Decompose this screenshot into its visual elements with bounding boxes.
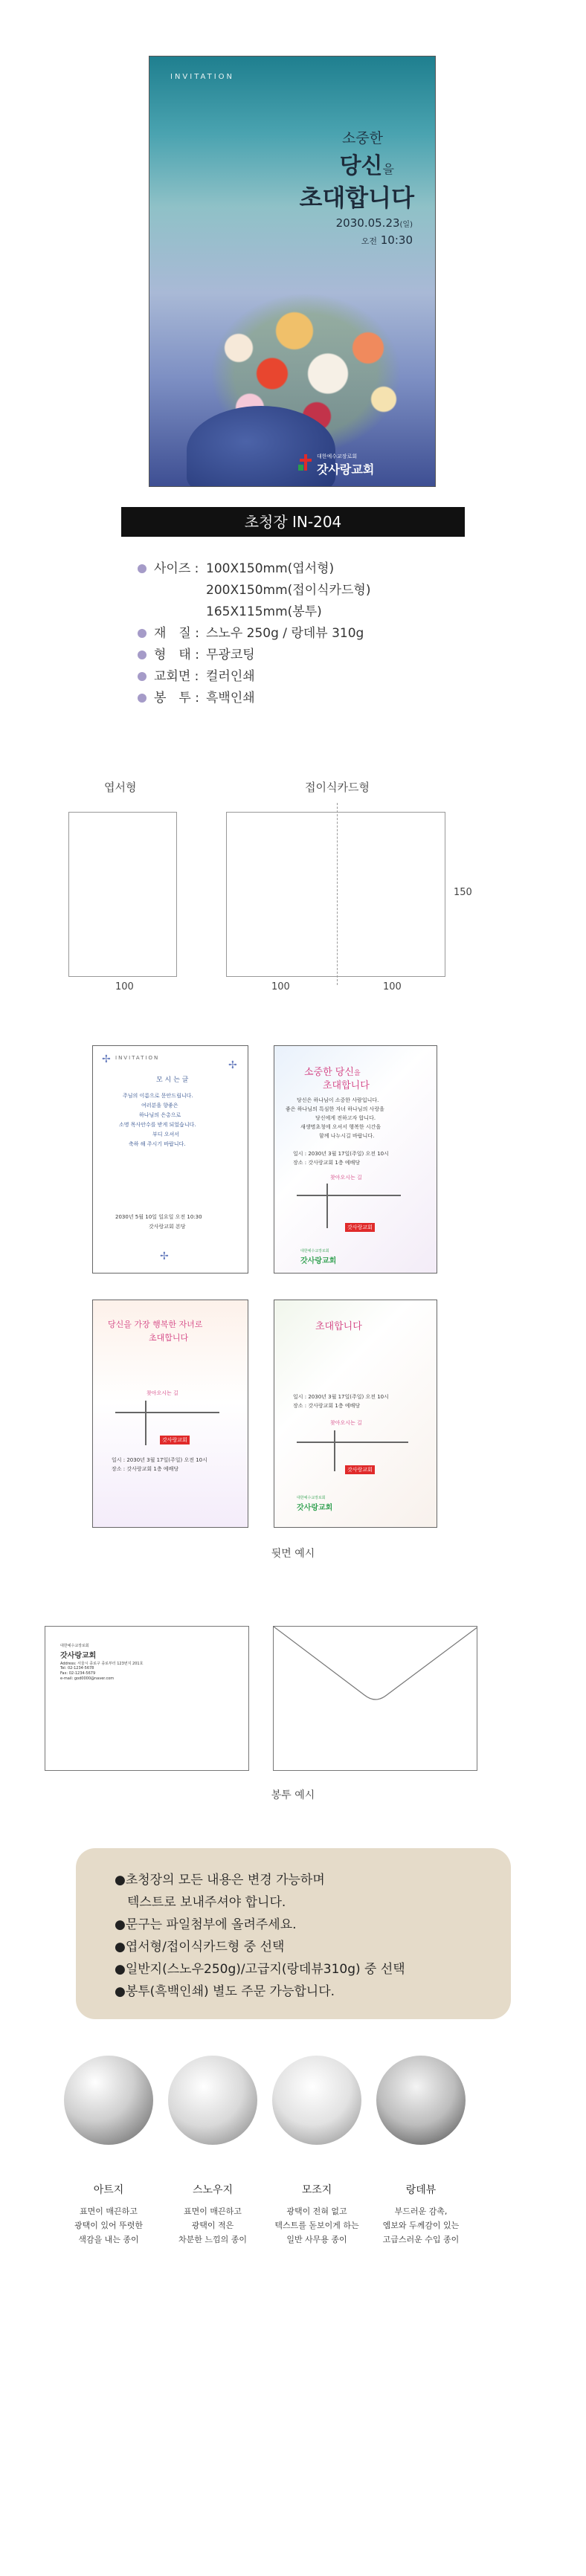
paper-desc-line: 부드러운 감촉, bbox=[394, 2207, 448, 2216]
note-line: ●일반지(스노우250g)/고급지(랑데뷰310g) 중 선택 bbox=[115, 1962, 405, 1977]
fold-left-dimension: 100 bbox=[271, 981, 290, 992]
card1-date: 2030년 5월 10일 일요일 오전 10:30 bbox=[115, 1214, 202, 1220]
spec-row bbox=[138, 644, 255, 662]
back-example-caption: 뒷면 예시 bbox=[271, 1548, 315, 1560]
card3-info-line: 장소 : 갓사랑교회 1층 예배당 bbox=[112, 1466, 179, 1472]
bullet-icon bbox=[138, 629, 146, 638]
church-logo-icon bbox=[298, 454, 313, 471]
height-dimension: 150 bbox=[454, 887, 472, 898]
note-line: ●엽서형/접이식카드형 중 선택 bbox=[115, 1940, 285, 1954]
spec-row bbox=[138, 579, 370, 598]
paper-desc bbox=[261, 2204, 373, 2247]
hero-line2 bbox=[340, 147, 394, 180]
folding-card-outline bbox=[226, 812, 445, 977]
note-line: 텍스트로 보내주셔야 합니다. bbox=[115, 1895, 286, 1910]
back-example-card-3 bbox=[92, 1300, 248, 1528]
card2-info-line: 장소 : 갓사랑교회 1층 예배당 bbox=[293, 1160, 361, 1166]
vase-image bbox=[187, 406, 335, 487]
card4-church-name: 갓사랑교회 bbox=[297, 1504, 333, 1512]
paper-desc-line: 엠보와 두께감이 있는 bbox=[382, 2221, 460, 2230]
bullet-icon bbox=[138, 564, 146, 573]
spec-value: 흑백인쇄 bbox=[206, 691, 255, 706]
spec-row bbox=[138, 687, 255, 706]
spec-row bbox=[138, 665, 255, 684]
card2-map-label: 찾아오시는 길 bbox=[330, 1175, 362, 1181]
paper-desc-line: 광택이 있어 뚜렷한 bbox=[74, 2221, 143, 2230]
hero-time-prefix: 오전 bbox=[361, 236, 377, 246]
spec-value: 200X150mm(접이식카드형) bbox=[206, 583, 371, 598]
map-road bbox=[145, 1401, 146, 1445]
paper-desc bbox=[53, 2204, 164, 2247]
paper-name: 스노우지 bbox=[192, 2184, 234, 2196]
card1-body-line: 축하 해 주시기 바랍니다. bbox=[129, 1141, 186, 1147]
card2-body-line: 함께 나누시길 바랍니다. bbox=[319, 1133, 375, 1139]
card2-church-name: 갓사랑교회 bbox=[300, 1257, 337, 1265]
paper-desc-line: 광택이 적은 bbox=[191, 2221, 234, 2230]
paper-desc-line: 색감을 내는 종이 bbox=[78, 2235, 139, 2244]
card2-title-a: 소중한 당신 bbox=[304, 1067, 354, 1078]
card4-info-line: 일시 : 2030년 3월 17일(주일) 오전 10시 bbox=[293, 1394, 389, 1400]
card4-info-line: 장소 : 갓사랑교회 1층 예배당 bbox=[293, 1403, 361, 1409]
paper-desc bbox=[157, 2204, 268, 2247]
folding-size-label: 접이식카드형 bbox=[305, 781, 370, 794]
card2-title bbox=[304, 1064, 361, 1078]
sparkle-icon: ✢ bbox=[160, 1250, 169, 1262]
paper-desc-line: 표면이 매끈하고 bbox=[80, 2207, 138, 2216]
card4-church-sub: 대한예수교장로회 bbox=[297, 1496, 326, 1500]
fold-right-dimension: 100 bbox=[383, 981, 402, 992]
notes-panel bbox=[76, 1848, 511, 2019]
paper-desc-line: 일반 사무용 종이 bbox=[286, 2235, 347, 2244]
card4-title: 초대합니다 bbox=[315, 1321, 362, 1332]
card2-body-line: 좋은 하나님의 특심한 자녀 하나님의 사랑을 bbox=[286, 1106, 384, 1112]
card2-body-line: 당신에게 전하고자 합니다. bbox=[315, 1115, 376, 1121]
note-line: ●문구는 파일첨부에 올려주세요. bbox=[115, 1917, 297, 1932]
spec-label: 봉 투 : bbox=[154, 691, 199, 706]
card1-body-line: 여러분을 향좋은 bbox=[141, 1103, 178, 1108]
paper-name: 아트지 bbox=[93, 2184, 124, 2196]
back-example-card-4 bbox=[274, 1300, 437, 1528]
note-line: ●봉투(흑백인쇄) 별도 주문 가능합니다. bbox=[115, 1984, 335, 1999]
mojo-paper-image bbox=[272, 2056, 361, 2145]
hero-invitation-label: INVITATION bbox=[170, 73, 235, 81]
spec-row bbox=[138, 601, 322, 619]
hero-invitation-card bbox=[149, 56, 436, 487]
hero-line2-small: 을 bbox=[382, 162, 394, 176]
rendezvous-paper-image bbox=[376, 2056, 466, 2145]
card2-church-tag: 갓사랑교회 bbox=[345, 1223, 375, 1232]
card1-body-line: 소명 목사안수를 받게 되었습니다. bbox=[119, 1122, 196, 1128]
hero-church-name: 갓사랑교회 bbox=[317, 462, 375, 477]
envelope-address-line: e-mail: god0000@naver.com bbox=[60, 1676, 115, 1681]
snow-paper-image bbox=[168, 2056, 257, 2145]
back-example-card-1 bbox=[92, 1045, 248, 1274]
card4-church-tag: 갓사랑교회 bbox=[345, 1465, 375, 1474]
postcard-width-dimension: 100 bbox=[115, 981, 134, 992]
product-title: 초청장 IN-204 bbox=[121, 507, 465, 537]
paper-desc-line: 고급스러운 수입 종이 bbox=[382, 2235, 460, 2244]
spec-value: 무광코팅 bbox=[206, 648, 255, 662]
note-line: ●초청장의 모든 내용은 변경 가능하며 bbox=[115, 1873, 325, 1888]
spec-row bbox=[138, 558, 334, 576]
map-road bbox=[115, 1412, 219, 1413]
card3-title-b: 초대합니다 bbox=[149, 1333, 189, 1343]
hero-day: (일) bbox=[399, 221, 413, 229]
hero-date bbox=[336, 216, 413, 230]
map-road bbox=[326, 1184, 328, 1228]
envelope-caption: 봉투 예시 bbox=[271, 1789, 315, 1801]
hero-church bbox=[317, 453, 374, 477]
hero-line1: 소중한 bbox=[341, 130, 383, 146]
card3-map-label: 찾아오시는 길 bbox=[146, 1390, 178, 1396]
hero-line3: 초대합니다 bbox=[299, 184, 414, 212]
hero-date-value: 2030.05.23 bbox=[335, 216, 400, 230]
paper-desc-line: 표면이 매끈하고 bbox=[184, 2207, 242, 2216]
card2-body-line: 당신은 하나님이 소중한 사람입니다. bbox=[297, 1097, 379, 1103]
paper-desc-line: 광택이 전혀 없고 bbox=[286, 2207, 347, 2216]
card1-body-line: 주님의 이름으로 문안드립니다. bbox=[123, 1093, 193, 1099]
envelope-address-line: Tel: 02-1234-5678 bbox=[60, 1666, 94, 1670]
card1-place: 갓사랑교회 본당 bbox=[149, 1224, 186, 1230]
envelope-address-line: Fax: 02-1234-5679 bbox=[60, 1671, 96, 1676]
spec-label: 재 질 : bbox=[154, 626, 199, 641]
bullet-icon bbox=[138, 694, 146, 703]
envelope-address-line: Address: 서울시 종로구 종로부터 123번지 201호 bbox=[60, 1662, 144, 1666]
hero-time-value: 10:30 bbox=[380, 233, 413, 247]
bullet-icon bbox=[138, 672, 146, 681]
map-road bbox=[334, 1430, 335, 1471]
card2-church-sub: 대한예수교장로회 bbox=[300, 1249, 329, 1253]
back-example-card-2 bbox=[274, 1045, 437, 1274]
card3-title-a: 당신을 가장 행복한 자녀로 bbox=[108, 1320, 203, 1329]
postcard-size-label: 엽서형 bbox=[104, 781, 137, 794]
hero-line2-big: 당신 bbox=[339, 153, 383, 179]
fold-line bbox=[337, 803, 338, 985]
card3-info-line: 일시 : 2030년 3월 17일(주일) 오전 10시 bbox=[112, 1457, 207, 1463]
paper-desc bbox=[365, 2204, 477, 2247]
paper-desc-line: 차분한 느낌의 종이 bbox=[178, 2235, 247, 2244]
envelope-church-name: 갓사랑교회 bbox=[60, 1652, 97, 1660]
sparkle-icon: ✢ bbox=[228, 1059, 237, 1071]
envelope-back bbox=[273, 1626, 477, 1771]
card4-map-label: 찾아오시는 길 bbox=[330, 1420, 362, 1426]
spec-label: 사이즈 : bbox=[154, 561, 199, 576]
card2-body-line: 새생명초청에 오셔서 행복한 시간을 bbox=[300, 1124, 381, 1130]
hero-church-sub: 대한예수교장로회 bbox=[317, 453, 358, 459]
hero-time bbox=[361, 233, 413, 247]
card2-title-b: 을 bbox=[353, 1070, 361, 1077]
spec-label: 교회면 : bbox=[154, 669, 199, 684]
spec-row bbox=[138, 622, 364, 641]
card1-body-line: 부디 오셔서 bbox=[152, 1132, 180, 1137]
spec-value: 100X150mm(엽서형) bbox=[206, 561, 335, 576]
art-paper-image bbox=[64, 2056, 153, 2145]
card1-invitation: INVITATION bbox=[115, 1055, 160, 1061]
card2-title-c: 초대합니다 bbox=[323, 1080, 370, 1091]
card1-title: 모 시 는 글 bbox=[156, 1076, 189, 1084]
envelope-flap-icon bbox=[274, 1627, 477, 1771]
sparkle-icon: ✢ bbox=[102, 1053, 111, 1065]
spec-label: 형 태 : bbox=[154, 648, 199, 662]
card3-church-tag: 갓사랑교회 bbox=[160, 1436, 190, 1444]
bullet-icon bbox=[138, 651, 146, 659]
card2-info-line: 일시 : 2030년 3월 17일(주일) 오전 10시 bbox=[293, 1151, 389, 1157]
spec-value: 스노우 250g / 랑데뷰 310g bbox=[206, 626, 364, 641]
spec-value: 컬러인쇄 bbox=[206, 669, 255, 684]
paper-name: 모조지 bbox=[301, 2184, 332, 2196]
map-road bbox=[297, 1442, 408, 1443]
envelope-church-sub: 대한예수교장로회 bbox=[60, 1644, 89, 1648]
card1-body-line: 하나님의 은총으로 bbox=[139, 1112, 181, 1118]
spec-value: 165X115mm(봉투) bbox=[206, 604, 322, 619]
envelope-front bbox=[45, 1626, 249, 1771]
map-road bbox=[297, 1195, 401, 1196]
paper-name: 랑데뷰 bbox=[405, 2184, 437, 2196]
paper-desc-line: 텍스트를 돋보이게 하는 bbox=[274, 2221, 359, 2230]
postcard-outline bbox=[68, 812, 177, 977]
